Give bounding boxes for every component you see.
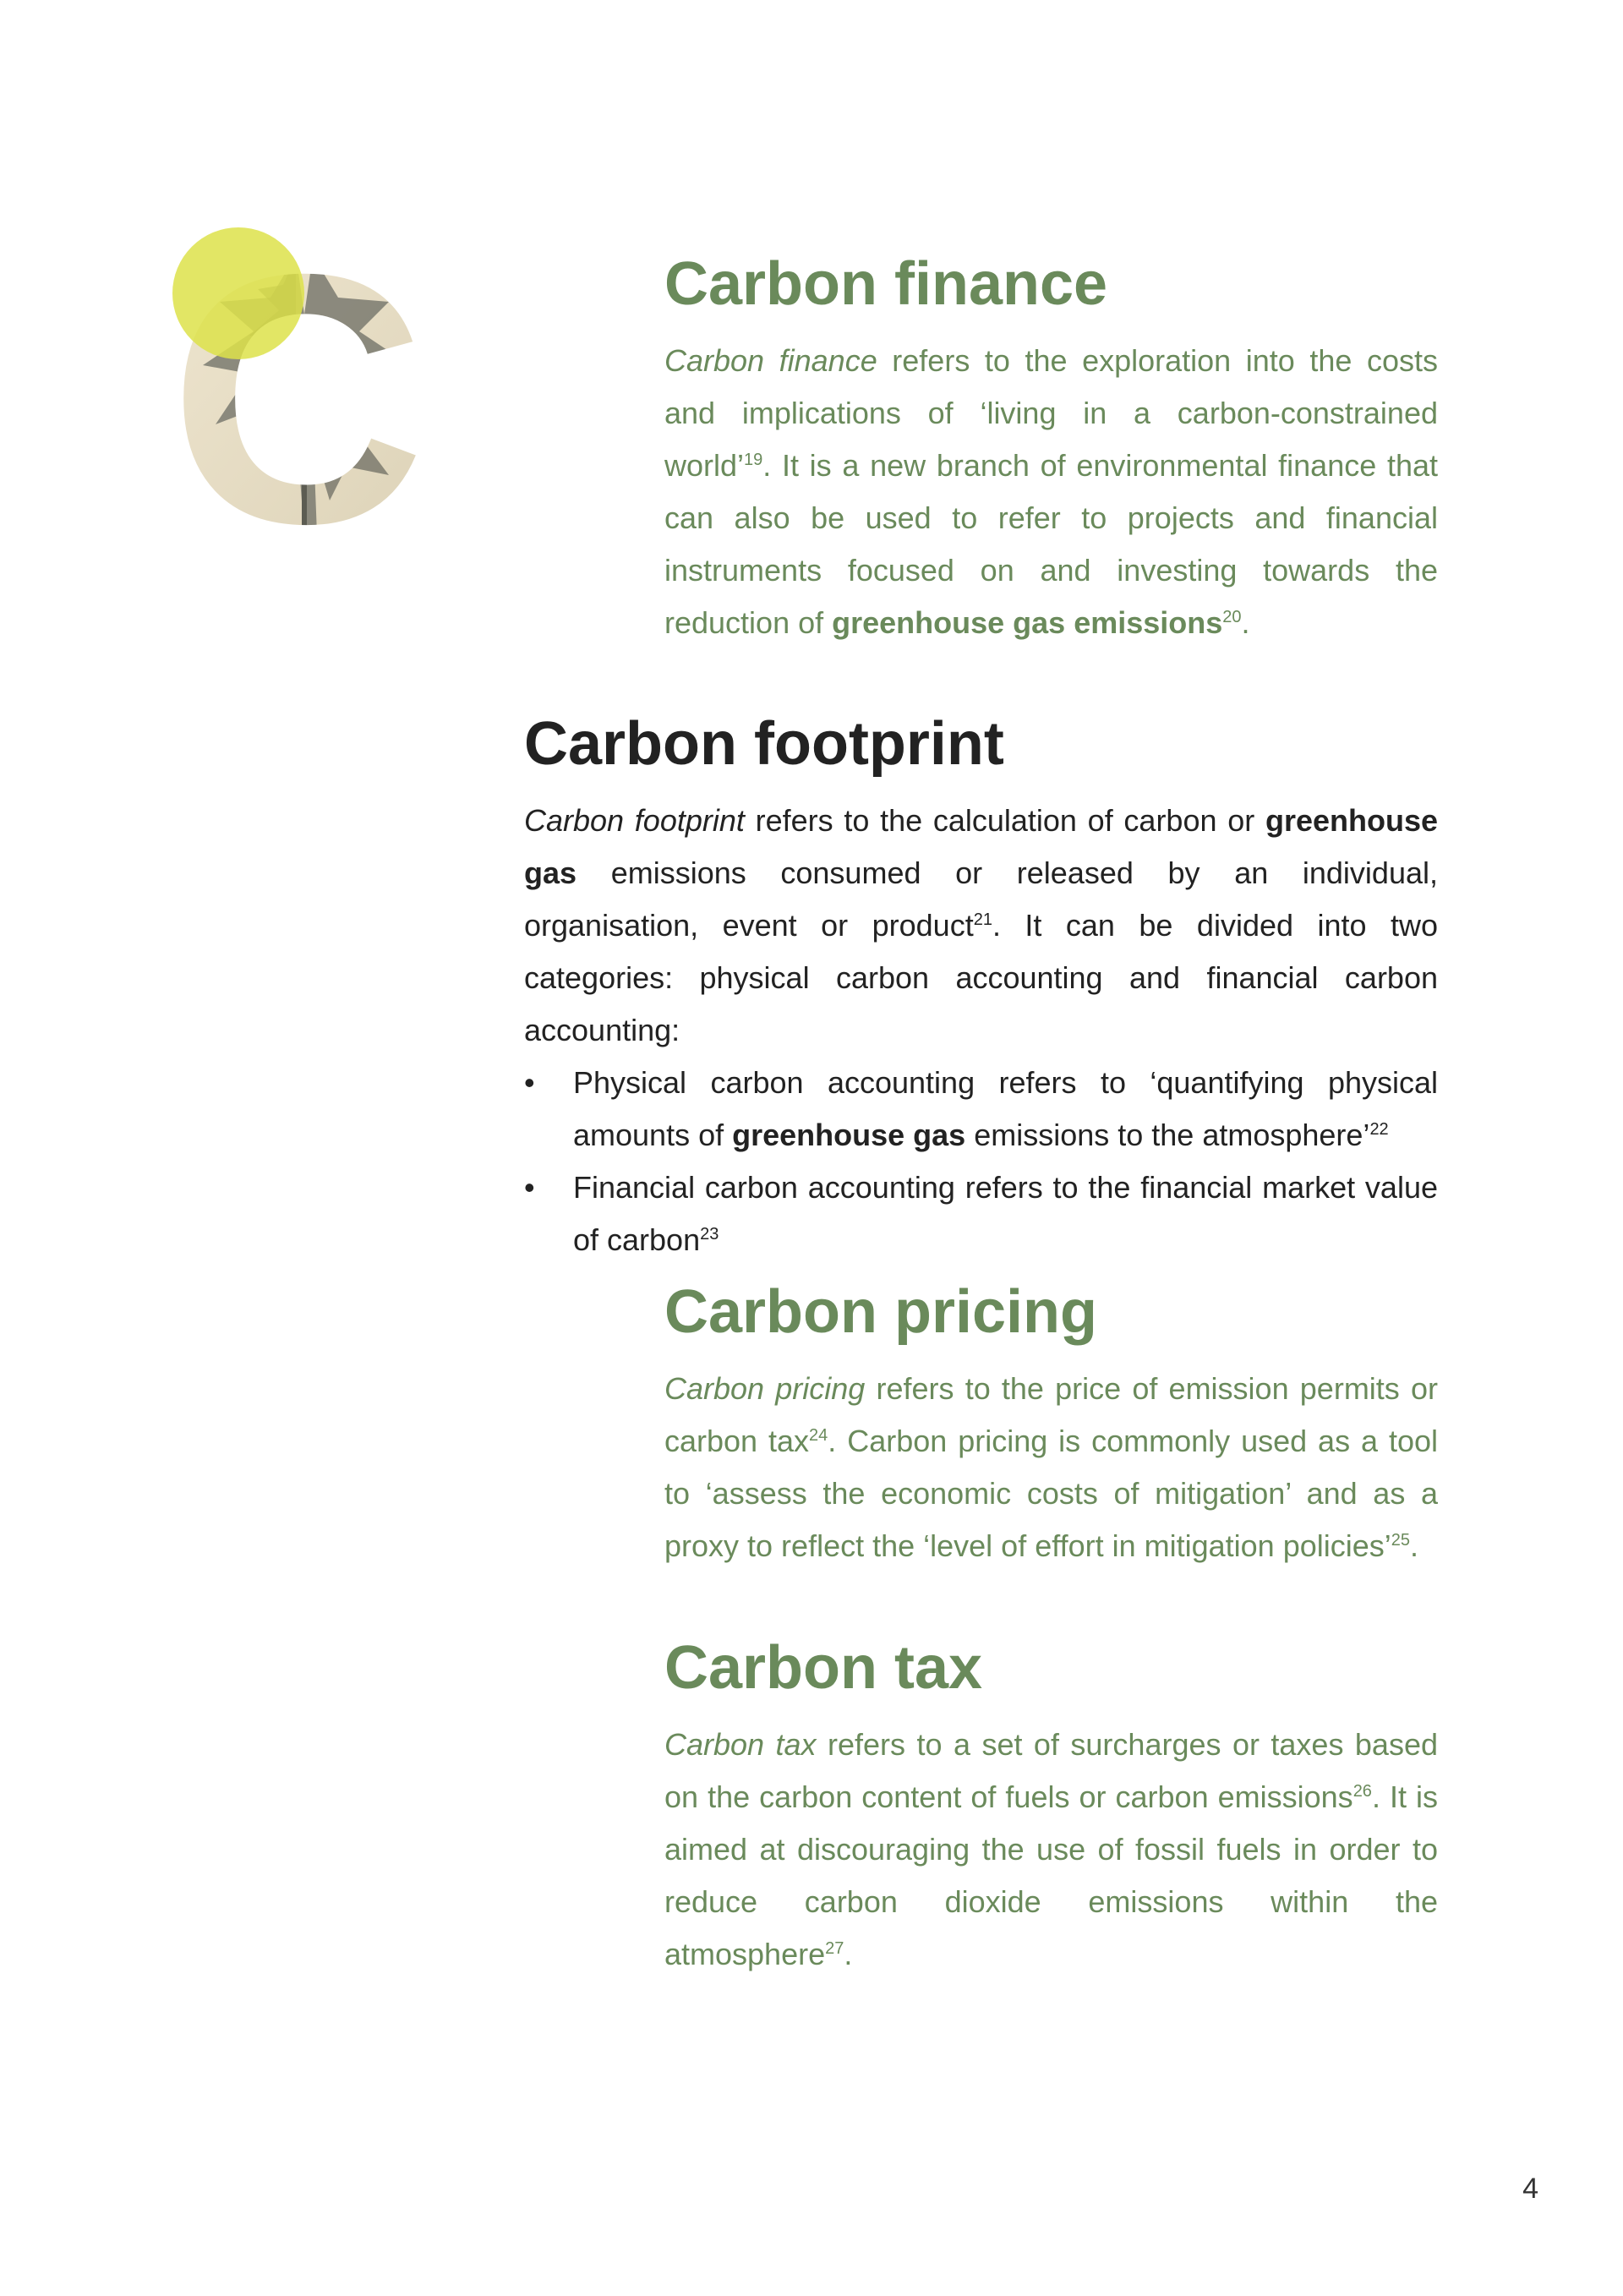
list-item: [524, 1057, 1438, 1162]
footnote-ref: 23: [700, 1225, 719, 1244]
carbon-tax-title: Carbon tax: [664, 1634, 983, 1702]
carbon-tax-body: [664, 1719, 1438, 1981]
botanical-letter-c-icon: [169, 221, 440, 534]
body-text: .: [844, 1937, 853, 1971]
footnote-ref: 20: [1222, 608, 1242, 626]
body-text: refers to the calculation of carbon or: [744, 803, 1265, 838]
body-text: .: [1241, 605, 1250, 640]
bullet-icon: •: [524, 1170, 535, 1205]
carbon-footprint-section: [524, 710, 1438, 1266]
body-text: . It can be divided into two categories: physical carbon accounting and financial carbon accounting:: [524, 908, 1439, 1047]
footnote-ref: 21: [973, 910, 992, 929]
carbon-pricing-section: [664, 1278, 1438, 1572]
glossary-term-bold: greenhouse gas: [524, 803, 1438, 890]
carbon-finance-title: Carbon finance: [664, 250, 1108, 318]
body-text: emissions to the atmosphere’: [965, 1118, 1370, 1152]
body-text: emissions consumed or released by an individual, organisation, event or product: [524, 856, 1438, 943]
carbon-pricing-title: Carbon pricing: [664, 1278, 1098, 1346]
footnote-ref: 25: [1391, 1531, 1410, 1550]
carbon-footprint-term: Carbon footprint: [524, 803, 745, 838]
carbon-finance-body: [664, 335, 1438, 649]
body-text: . It is a new branch of environmental finance that can also be used to refer to projects and financial instruments focused on and investing towards the reduction of: [664, 448, 1438, 640]
carbon-pricing-term: Carbon pricing: [664, 1371, 866, 1406]
page-number: 4: [1522, 2173, 1538, 2205]
carbon-finance-section: [664, 250, 1438, 649]
list-item: [524, 1162, 1438, 1266]
accounting-bullet-list: [524, 1057, 1438, 1266]
footnote-ref: 22: [1369, 1120, 1389, 1139]
body-text: .: [1410, 1528, 1419, 1563]
footnote-ref: 19: [744, 451, 763, 469]
glossary-term-bold: greenhouse gas: [732, 1118, 966, 1152]
carbon-tax-term: Carbon tax: [664, 1727, 817, 1762]
body-text: . It is aimed at discouraging the use of fossil fuels in order to reduce carbon dioxide emissions within the atmosphere: [664, 1779, 1438, 1971]
footnote-ref: 27: [825, 1939, 844, 1958]
carbon-tax-section: [664, 1634, 1438, 1981]
body-text: refers to the price of emission permits or carbon tax: [664, 1371, 1438, 1458]
footnote-ref: 24: [809, 1426, 828, 1445]
bullet-icon: •: [524, 1065, 535, 1100]
body-text: refers to the exploration into the costs and implications of ‘living in a carbon-constrained world’: [664, 343, 1438, 483]
carbon-footprint-title: Carbon footprint: [524, 710, 1004, 778]
body-text: refers to a set of surcharges or taxes based on the carbon content of fuels or carbon emissions: [664, 1727, 1438, 1814]
carbon-footprint-body: [524, 795, 1438, 1057]
carbon-pricing-body: [664, 1363, 1438, 1572]
glossary-term-bold: greenhouse gas emissions: [832, 605, 1223, 640]
body-text: Financial carbon accounting refers to the financial market value of carbon: [573, 1170, 1438, 1257]
footnote-ref: 26: [1352, 1782, 1372, 1801]
body-text: Physical carbon accounting refers to ‘quantifying physical amounts of: [573, 1065, 1438, 1152]
carbon-finance-term: Carbon finance: [664, 343, 877, 378]
body-text: . Carbon pricing is commonly used as a tool to ‘assess the economic costs of mitigation’ and as a proxy to reflect the ‘level of effort in mitigation policies’: [664, 1424, 1438, 1563]
